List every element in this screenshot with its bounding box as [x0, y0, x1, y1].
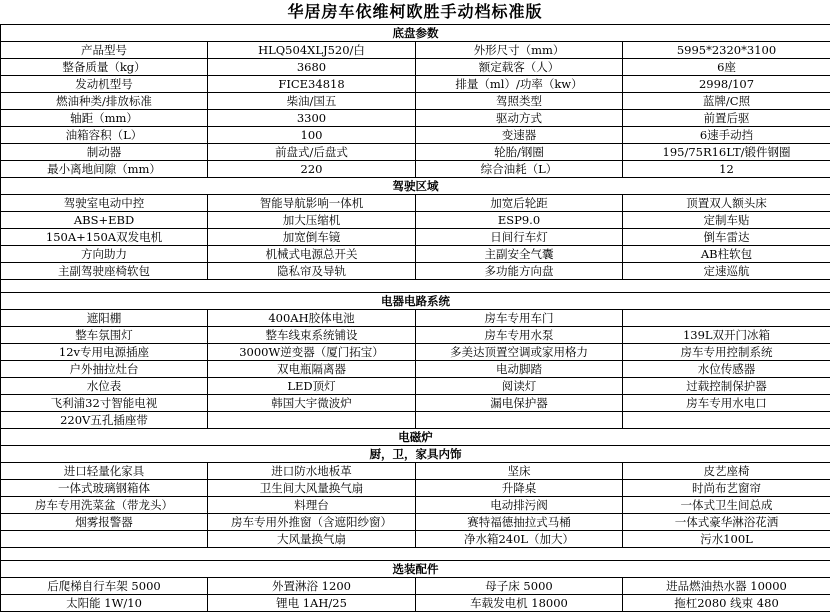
table-cell: 多美达顶置空调或家用格力: [416, 344, 623, 361]
table-cell: 电动排污阀: [416, 497, 623, 514]
table-cell: 150A+150A双发电机: [1, 229, 208, 246]
cab-row: [1, 246, 830, 263]
table-cell: 房车专用外推窗（含遮阳纱窗）: [208, 514, 416, 531]
interior-row: [1, 480, 830, 497]
table-cell: 后爬梯自行车架 5000: [1, 578, 208, 595]
table-cell: 一体式卫生间总成: [623, 497, 830, 514]
table-cell: HLQ504XLJ520/白: [208, 42, 416, 59]
table-cell: 3300: [208, 110, 416, 127]
table-cell: ESP9.0: [416, 212, 623, 229]
table-cell: 时尚布艺窗帘: [623, 480, 830, 497]
table-cell: 飞利浦32寸智能电视: [1, 395, 208, 412]
section-induction: 电磁炉: [1, 429, 830, 446]
table-cell: 拖杠2080 线束 480: [623, 595, 830, 612]
table-cell: 3000W逆变器（厦门拓宝）: [208, 344, 416, 361]
electrical-row: [1, 310, 830, 327]
table-cell: 水位表: [1, 378, 208, 395]
spec-table-body: [1, 25, 830, 612]
table-cell: 漏电保护器: [416, 395, 623, 412]
interior-row: [1, 531, 830, 548]
table-cell: 主副安全气囊: [416, 246, 623, 263]
table-cell: 轮胎/钢圈: [416, 144, 623, 161]
table-cell: 制动器: [1, 144, 208, 161]
electrical-row: [1, 378, 830, 395]
table-cell: 锂电 1AH/25: [208, 595, 416, 612]
table-cell: 顶置双人额头床: [623, 195, 830, 212]
table-cell: 进品燃油热水器 10000: [623, 578, 830, 595]
section-electrical: 电器电路系统: [1, 293, 830, 310]
cab-row: [1, 195, 830, 212]
section-header-row: [1, 429, 830, 446]
spacer-cell: [1, 548, 830, 561]
table-cell: 韩国大宇微波炉: [208, 395, 416, 412]
table-cell: 2998/107: [623, 76, 830, 93]
interior-row: [1, 463, 830, 480]
chassis-row: [1, 76, 830, 93]
options-row: [1, 578, 830, 595]
electrical-row: [1, 395, 830, 412]
section-interior: 厨，卫，家具内饰: [1, 446, 830, 463]
table-cell: 燃油种类/排放标准: [1, 93, 208, 110]
table-cell: 外置淋浴 1200: [208, 578, 416, 595]
table-cell: [623, 412, 830, 429]
section-cab: 驾驶区域: [1, 178, 830, 195]
table-cell: 整车氛围灯: [1, 327, 208, 344]
table-cell: AB柱软包: [623, 246, 830, 263]
table-cell: [416, 412, 623, 429]
table-cell: 大风量换气扇: [208, 531, 416, 548]
electrical-row: [1, 327, 830, 344]
section-header-row: [1, 178, 830, 195]
table-cell: 房车专用控制系统: [623, 344, 830, 361]
table-cell: 220V五孔插座带: [1, 412, 208, 429]
table-cell: 隐私帘及导轨: [208, 263, 416, 280]
interior-row: [1, 497, 830, 514]
table-cell: 户外抽拉灶台: [1, 361, 208, 378]
table-cell: 电动脚踏: [416, 361, 623, 378]
table-cell: 柴油/国五: [208, 93, 416, 110]
table-cell: 净水箱240L（加大）: [416, 531, 623, 548]
spacer-row: [1, 548, 830, 561]
section-header-row: [1, 446, 830, 463]
table-cell: 水位传感器: [623, 361, 830, 378]
table-cell: 智能导航影响一体机: [208, 195, 416, 212]
table-cell: 加大压缩机: [208, 212, 416, 229]
table-cell: 赛特福德抽拉式马桶: [416, 514, 623, 531]
table-cell: 100: [208, 127, 416, 144]
sheet-title: 华居房车依维柯欧胜手动档标准版: [0, 0, 830, 24]
table-cell: [208, 412, 416, 429]
table-cell: 5995*2320*3100: [623, 42, 830, 59]
section-header-row: [1, 25, 830, 42]
table-cell: 房车专用洗菜盆（带龙头）: [1, 497, 208, 514]
table-cell: 驾驶室电动中控: [1, 195, 208, 212]
table-cell: 房车专用车门: [416, 310, 623, 327]
table-cell: 整备质量（kg）: [1, 59, 208, 76]
table-cell: 前置后驱: [623, 110, 830, 127]
table-cell: 定速巡航: [623, 263, 830, 280]
table-cell: LED顶灯: [208, 378, 416, 395]
table-cell: 日间行车灯: [416, 229, 623, 246]
table-cell: ABS+EBD: [1, 212, 208, 229]
table-cell: 一体式玻璃钢箱体: [1, 480, 208, 497]
table-cell: 机械式电源总开关: [208, 246, 416, 263]
table-cell: 驾照类型: [416, 93, 623, 110]
table-cell: 坚床: [416, 463, 623, 480]
table-cell: 额定载客（人）: [416, 59, 623, 76]
table-cell: 产品型号: [1, 42, 208, 59]
cab-row: [1, 229, 830, 246]
table-cell: 料理台: [208, 497, 416, 514]
table-cell: 烟雾报警器: [1, 514, 208, 531]
cab-row: [1, 212, 830, 229]
table-cell: 房车专用水电口: [623, 395, 830, 412]
interior-row: [1, 514, 830, 531]
table-cell: 发动机型号: [1, 76, 208, 93]
spec-table: [0, 24, 830, 612]
table-cell: 房车专用水泵: [416, 327, 623, 344]
chassis-row: [1, 59, 830, 76]
options-row: [1, 595, 830, 612]
table-cell: 阅读灯: [416, 378, 623, 395]
table-cell: 过载控制保护器: [623, 378, 830, 395]
table-cell: 400AH胶体电池: [208, 310, 416, 327]
table-cell: 母子床 5000: [416, 578, 623, 595]
table-cell: 倒车雷达: [623, 229, 830, 246]
chassis-row: [1, 110, 830, 127]
electrical-row: [1, 412, 830, 429]
table-cell: 遮阳棚: [1, 310, 208, 327]
cab-row: [1, 263, 830, 280]
section-chassis: 底盘参数: [1, 25, 830, 42]
table-cell: 加宽倒车镜: [208, 229, 416, 246]
table-cell: 进口防水地板革: [208, 463, 416, 480]
table-cell: 污水100L: [623, 531, 830, 548]
table-cell: 3680: [208, 59, 416, 76]
table-cell: 进口轻量化家具: [1, 463, 208, 480]
table-cell: 轴距（mm）: [1, 110, 208, 127]
table-cell: 220: [208, 161, 416, 178]
electrical-row: [1, 361, 830, 378]
table-cell: [623, 310, 830, 327]
chassis-row: [1, 144, 830, 161]
table-cell: 139L双开门冰箱: [623, 327, 830, 344]
table-cell: 6座: [623, 59, 830, 76]
table-cell: 定制车贴: [623, 212, 830, 229]
spacer-cell: [1, 280, 830, 293]
chassis-row: [1, 42, 830, 59]
table-cell: 外形尺寸（mm）: [416, 42, 623, 59]
table-cell: 一体式豪华淋浴花洒: [623, 514, 830, 531]
table-cell: 12: [623, 161, 830, 178]
table-cell: 升降桌: [416, 480, 623, 497]
section-header-row: [1, 293, 830, 310]
section-options: 选装配件: [1, 561, 830, 578]
section-header-row: [1, 561, 830, 578]
chassis-row: [1, 127, 830, 144]
table-cell: 整车线束系统铺设: [208, 327, 416, 344]
table-cell: 驱动方式: [416, 110, 623, 127]
table-cell: 排量（ml）/功率（kw）: [416, 76, 623, 93]
table-cell: 多功能方向盘: [416, 263, 623, 280]
table-cell: 前盘式/后盘式: [208, 144, 416, 161]
table-cell: 加宽后轮距: [416, 195, 623, 212]
table-cell: 双电瓶隔离器: [208, 361, 416, 378]
table-cell: 卫生间大风量换气扇: [208, 480, 416, 497]
chassis-row: [1, 93, 830, 110]
table-cell: FICE34818: [208, 76, 416, 93]
spacer-row: [1, 280, 830, 293]
table-cell: [1, 531, 208, 548]
table-cell: 变速器: [416, 127, 623, 144]
table-cell: 12v专用电源插座: [1, 344, 208, 361]
table-cell: 最小离地间隙（mm）: [1, 161, 208, 178]
electrical-row: [1, 344, 830, 361]
table-cell: 方向助力: [1, 246, 208, 263]
table-cell: 皮艺座椅: [623, 463, 830, 480]
table-cell: 太阳能 1W/10: [1, 595, 208, 612]
table-cell: 195/75R16LT/锻件钢圈: [623, 144, 830, 161]
table-cell: 蓝牌/C照: [623, 93, 830, 110]
chassis-row: [1, 161, 830, 178]
table-cell: 车载发电机 18000: [416, 595, 623, 612]
table-cell: 油箱容积（L）: [1, 127, 208, 144]
table-cell: 6速手动挡: [623, 127, 830, 144]
table-cell: 主副驾驶座椅软包: [1, 263, 208, 280]
table-cell: 综合油耗（L）: [416, 161, 623, 178]
